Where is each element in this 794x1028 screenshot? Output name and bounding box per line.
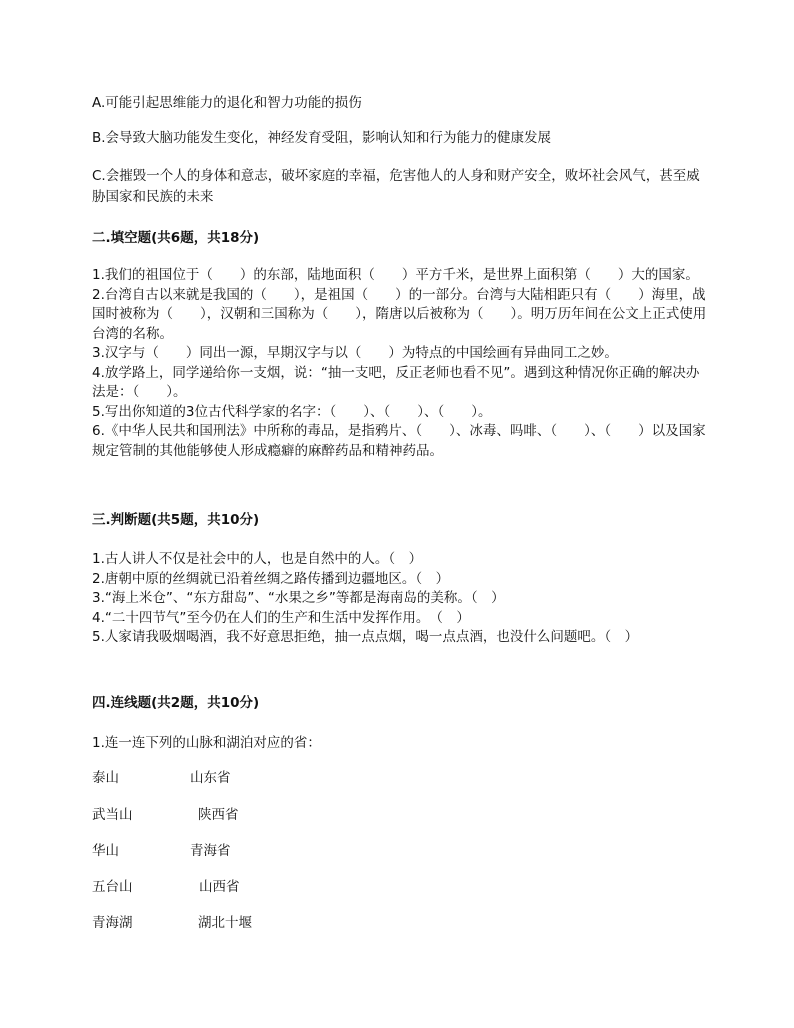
match-row [92, 842, 492, 862]
match-row [92, 806, 492, 826]
match-row [92, 914, 492, 934]
match-right: 湖北十堰 [198, 915, 252, 931]
match-left: 五台山 [92, 879, 133, 895]
judge-question-4: 4.“二十四节气”至今仍在人们的生产和生活中发挥作用。 （ ） [92, 609, 470, 626]
option-b: B.会导致大脑功能发生变化，神经发育受阻，影响认知和行为能力的健康发展 [92, 130, 552, 146]
fill-question-2: 2.台湾自古以来就是我国的（ ），是祖国（ ）的一部分。台湾与大陆相距只有（ ）海里，战国时被称为（ ），汉朝和三国称为（ ），隋唐以后被称为（ ）。明万历年间在公文上正式使用台湾的名称。 [92, 286, 707, 342]
match-row [92, 878, 492, 898]
option-a: A.可能引起思维能力的退化和智力功能的损伤 [92, 95, 362, 111]
fill-question-4: 4.放学路上，同学递给你一支烟，说：“抽一支吧，反正老师也看不见”。遇到这种情况你正确的解决办法是：（ ）。 [92, 364, 700, 400]
section3-questions [92, 550, 712, 648]
match-left: 青海湖 [92, 915, 133, 931]
fill-question-1: 1.我们的祖国位于（ ）的东部，陆地面积（ ）平方千米，是世界上面积第（ ）大的国家。 [92, 267, 699, 283]
fill-question-6: 6.《中华人民共和国刑法》中所称的毒品，是指鸦片、（ ）、冰毒、吗啡、（ ）、（ ）以及国家规定管制的其他能够使人形成瘾癖的麻醉药品和精神药品。 [92, 423, 706, 459]
match-right: 山东省 [190, 770, 231, 786]
match-left: 武当山 [92, 807, 133, 823]
fill-question-5: 5.写出你知道的3位古代科学家的名字：（ ）、（ ）、（ ）。 [92, 403, 492, 420]
section4-heading: 四.连线题(共2题，共10分) [92, 695, 260, 711]
match-row [92, 769, 492, 789]
judge-question-2: 2.唐朝中原的丝绸就已沿着丝绸之路传播到边疆地区。（ ） [92, 570, 450, 587]
match-right: 山西省 [199, 879, 240, 895]
judge-question-5: 5.人家请我吸烟喝酒，我不好意思拒绝，抽一点点烟，喝一点点酒，也没什么问题吧。（ ） [92, 629, 639, 645]
match-left: 华山 [92, 843, 119, 859]
section2-questions [92, 266, 712, 461]
match-right: 陕西省 [198, 807, 239, 823]
section2-heading: 二.填空题(共6题，共18分) [92, 230, 260, 246]
match-left: 泰山 [92, 770, 119, 786]
fill-question-3: 3.汉字与（ ）同出一源，早期汉字与以（ ）为特点的中国绘画有异曲同工之妙。 [92, 345, 618, 361]
section4-intro: 1.连一连下列的山脉和湖泊对应的省： [92, 735, 321, 751]
judge-question-1: 1.古人讲人不仅是社会中的人，也是自然中的人。（ ） [92, 551, 423, 567]
section3-heading: 三.判断题(共5题，共10分) [92, 512, 260, 528]
match-right: 青海省 [190, 843, 231, 859]
judge-question-3: 3.“海上米仓”、“东方甜岛”、“水果之乡”等都是海南岛的美称。（ ） [92, 590, 505, 606]
option-c: C.会摧毁一个人的身体和意志，破坏家庭的幸福，危害他人的人身和财产安全，败坏社会风气，甚至威胁国家和民族的未来 [92, 168, 700, 205]
